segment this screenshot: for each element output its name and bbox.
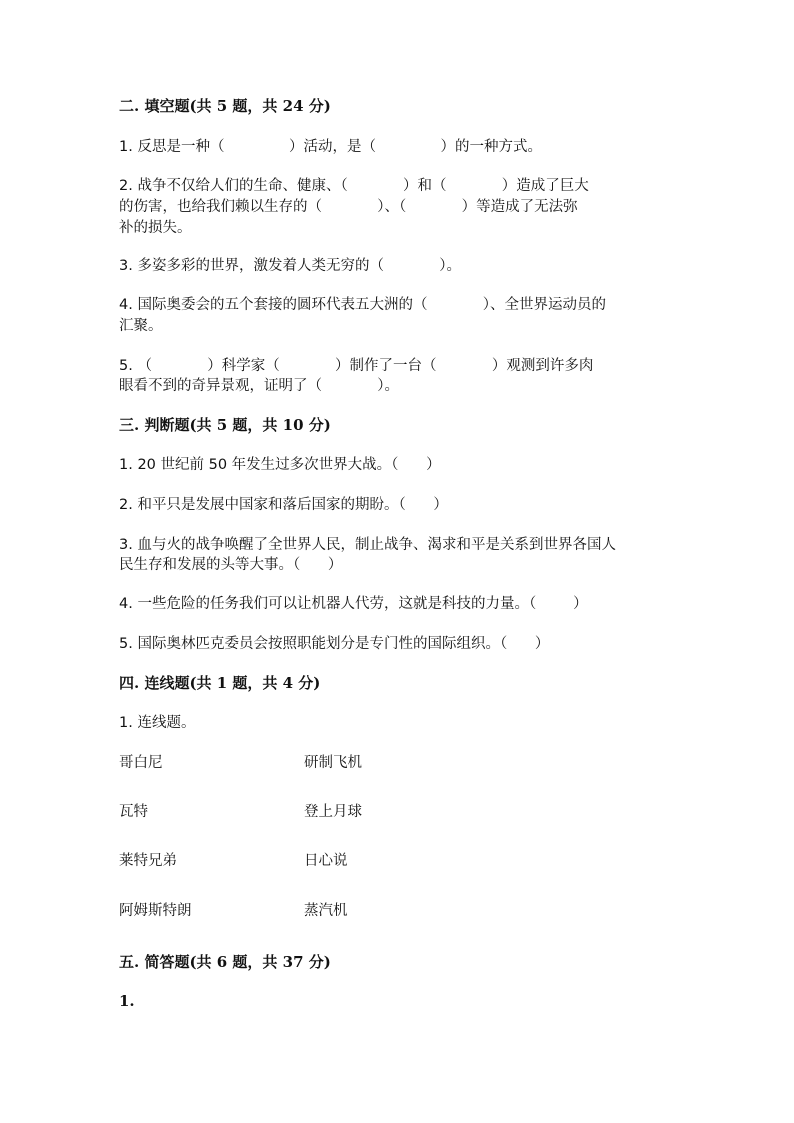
fill-question-2-line-1: 2. 战争不仅给人们的生命、健康、（ ）和（ ）造成了巨大 bbox=[119, 178, 589, 194]
match-right-item[interactable]: 研制飞机 bbox=[304, 755, 362, 771]
short-answer-question-1: 1. bbox=[119, 992, 135, 1010]
fill-question-5-line-2: 眼看不到的奇异景观，证明了（ ）。 bbox=[119, 378, 400, 394]
judge-question-3-line-2: 民生存和发展的头等大事。（ ） bbox=[119, 557, 343, 573]
fill-question-1: 1. 反思是一种（ ）活动，是（ ）的一种方式。 bbox=[119, 139, 542, 155]
match-question-1: 1. 连线题。 bbox=[119, 715, 196, 731]
match-left-item[interactable]: 阿姆斯特朗 bbox=[119, 903, 192, 919]
fill-question-5-line-1: 5. （ ）科学家（ ）制作了一台（ ）观测到许多肉 bbox=[119, 358, 594, 374]
fill-question-4-line-1: 4. 国际奥委会的五个套接的圆环代表五大洲的（ ）、全世界运动员的 bbox=[119, 297, 607, 313]
section-heading-judge: 三. 判断题(共 5 题，共 10 分) bbox=[119, 416, 331, 434]
judge-question-5: 5. 国际奥林匹克委员会按照职能划分是专门性的国际组织。（ ） bbox=[119, 636, 550, 652]
judge-question-3-line-1: 3. 血与火的战争唤醒了全世界人民，制止战争、渴求和平是关系到世界各国人 bbox=[119, 537, 616, 553]
fill-question-2-line-2: 的伤害，也给我们赖以生存的（ ）、（ ）等造成了无法弥 bbox=[119, 199, 578, 215]
match-left-item[interactable]: 哥白尼 bbox=[119, 755, 163, 771]
section-heading-fill-in: 二. 填空题(共 5 题，共 24 分) bbox=[119, 97, 331, 115]
fill-question-2-line-3: 补的损失。 bbox=[119, 220, 192, 236]
match-left-item[interactable]: 莱特兄弟 bbox=[119, 853, 177, 869]
judge-question-4: 4. 一些危险的任务我们可以让机器人代劳，这就是科技的力量。（ ） bbox=[119, 596, 588, 612]
match-left-item[interactable]: 瓦特 bbox=[119, 804, 148, 820]
fill-question-3: 3. 多姿多彩的世界，激发着人类无穷的（ ）。 bbox=[119, 258, 462, 274]
judge-question-2: 2. 和平只是发展中国家和落后国家的期盼。（ ） bbox=[119, 497, 448, 513]
fill-question-4-line-2: 汇聚。 bbox=[119, 318, 163, 334]
match-right-item[interactable]: 日心说 bbox=[304, 853, 348, 869]
section-heading-short-answer: 五. 简答题(共 6 题，共 37 分) bbox=[119, 953, 331, 971]
match-right-item[interactable]: 登上月球 bbox=[304, 804, 362, 820]
judge-question-1: 1. 20 世纪前 50 年发生过多次世界大战。（ ） bbox=[119, 457, 441, 473]
section-heading-match: 四. 连线题(共 1 题，共 4 分) bbox=[119, 674, 321, 692]
match-right-item[interactable]: 蒸汽机 bbox=[304, 903, 348, 919]
